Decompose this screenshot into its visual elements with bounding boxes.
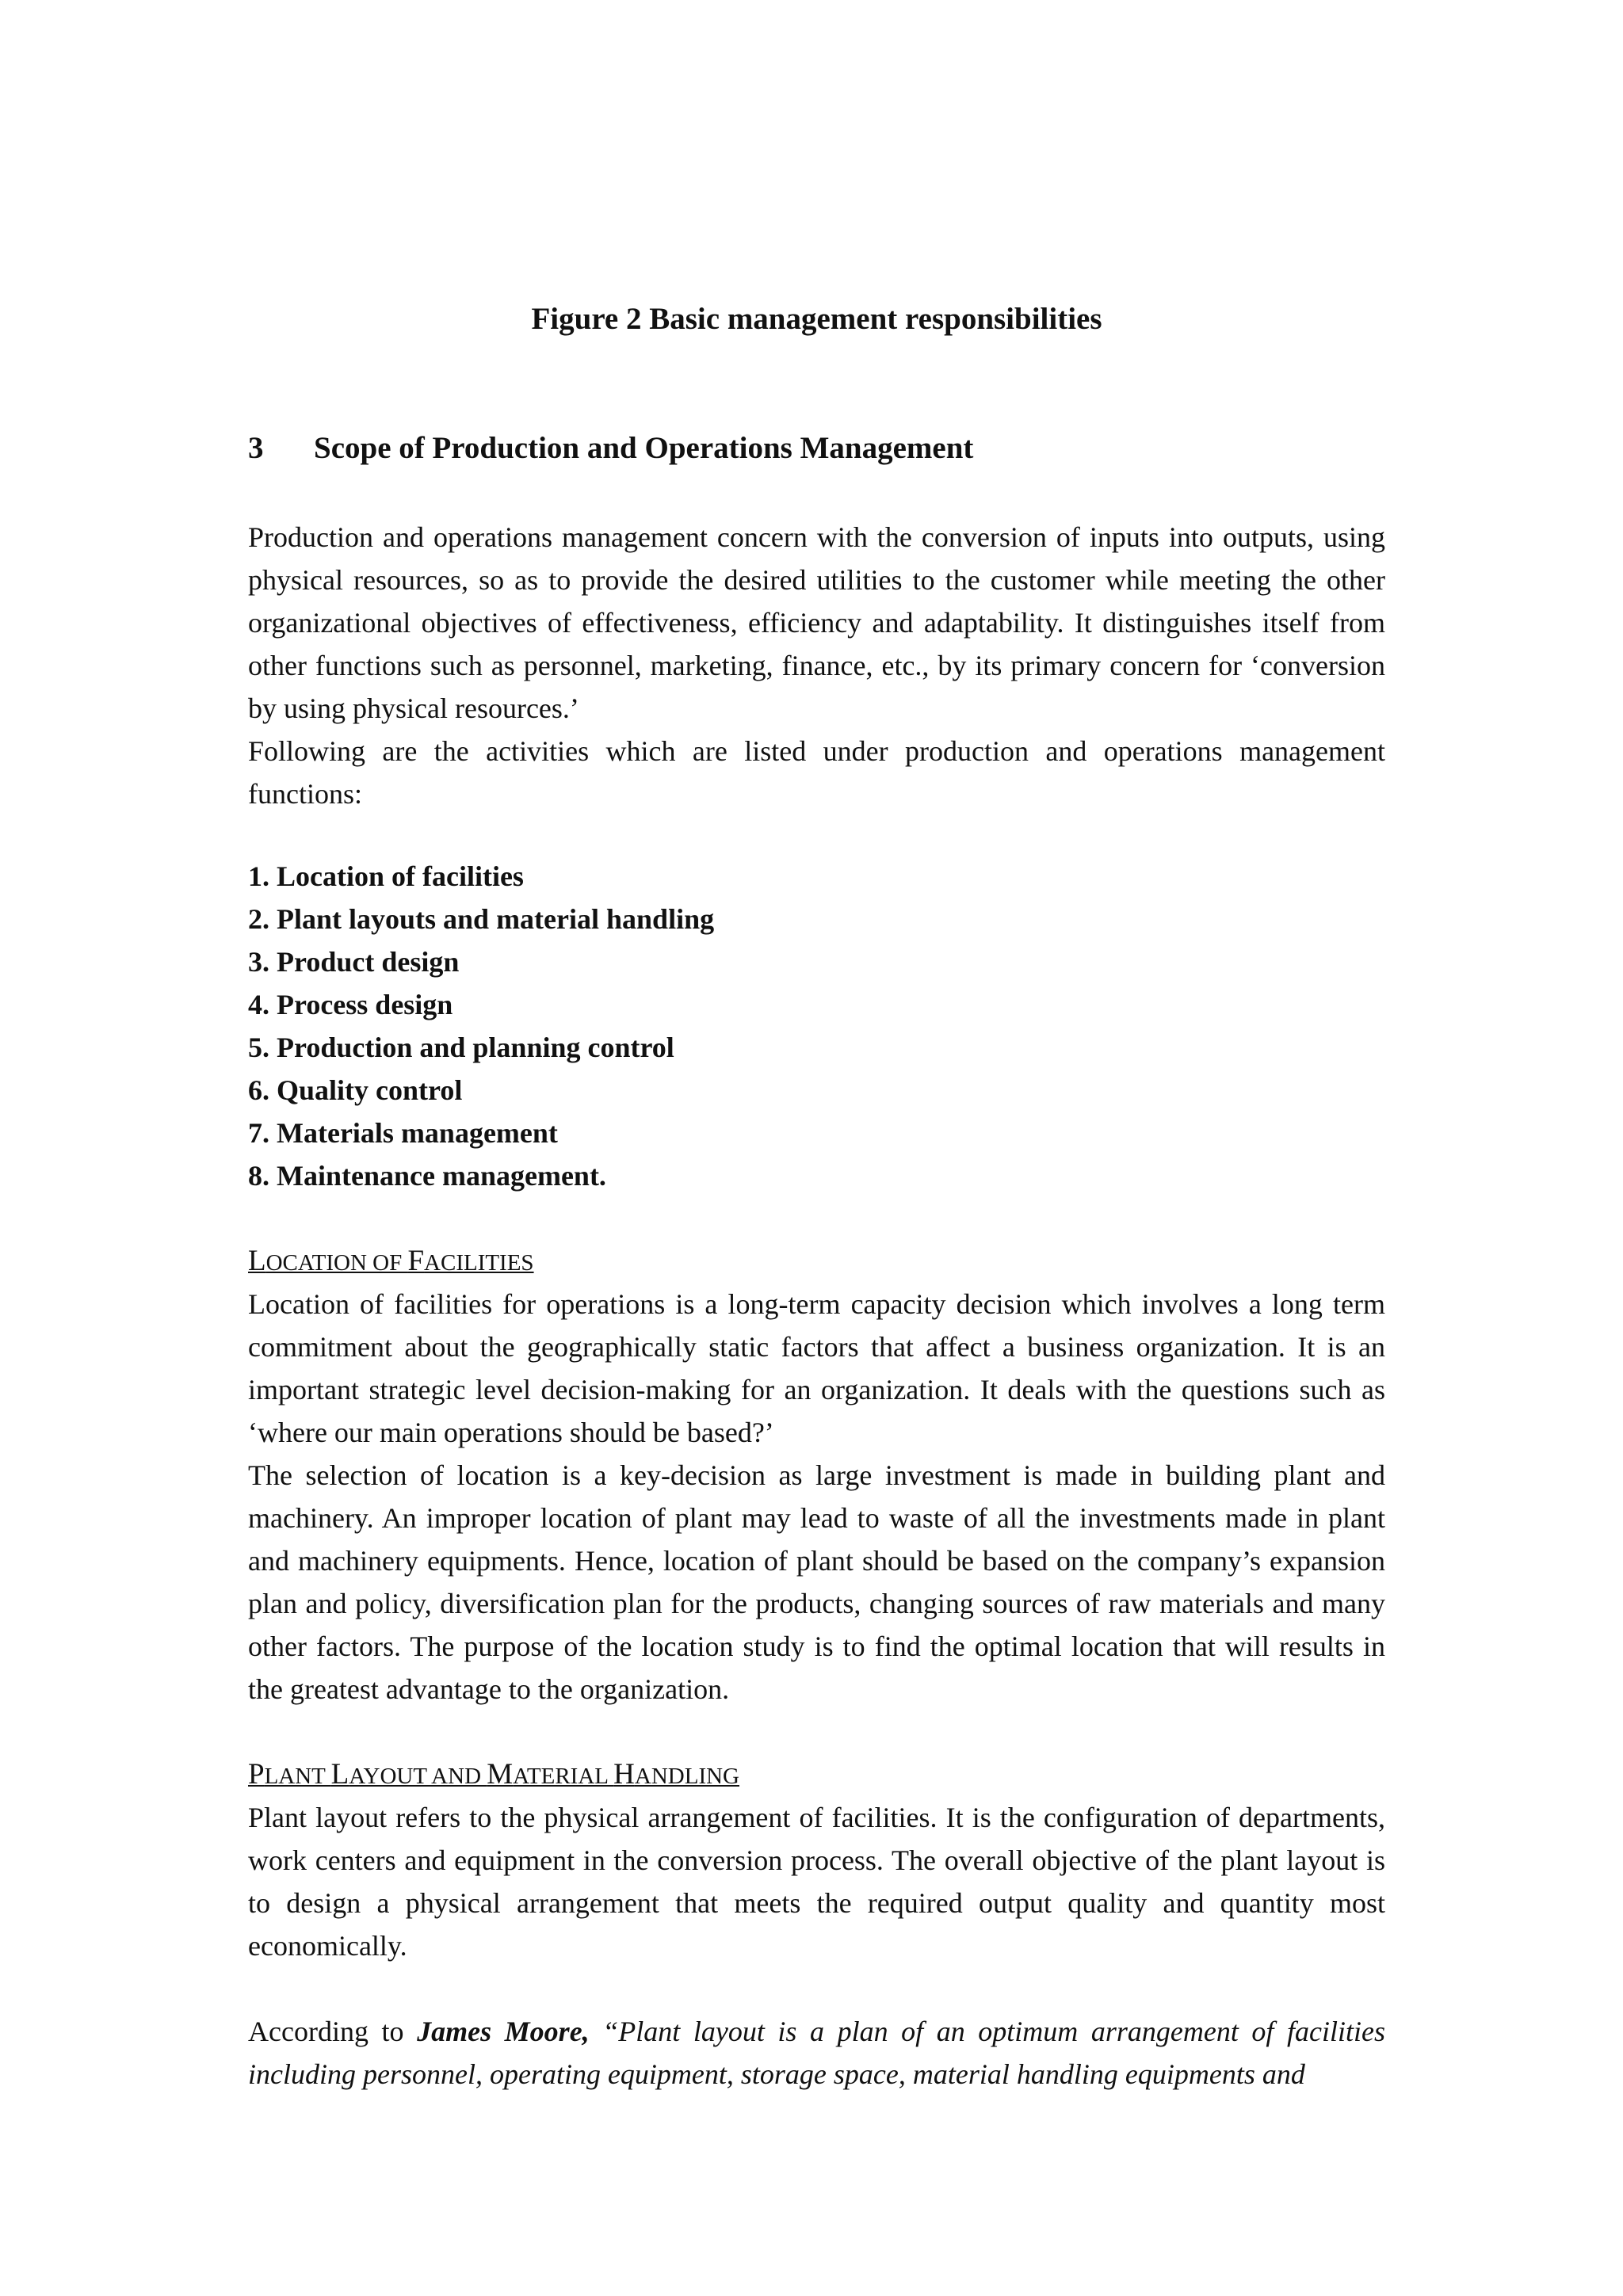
activities-list [248, 855, 1385, 1197]
intro-paragraph: Production and operations management concern with the conversion of inputs into outputs, using physical resources, so as to provide the desired utilities to the customer while meeting the other organizational objectives of effectiveness, efficiency and adaptability. It distinguishes itself from other functions such as personnel, marketing, finance, etc., by its primary concern for ‘conversion by using physical resources.’ [248, 521, 1385, 724]
section-heading [248, 429, 973, 468]
intro-paragraph: Following are the activities which are listed under production and operations management functions: [248, 735, 1385, 810]
list-item: 3. Product design [248, 946, 460, 978]
plant-layout-block [248, 1796, 1385, 1967]
quote-author: James Moore, [417, 2016, 590, 2047]
quote-paragraph [248, 2010, 1385, 2096]
list-item: 1. Location of facilities [248, 860, 524, 892]
list-item: 6. Quality control [248, 1074, 463, 1106]
section-title: Scope of Production and Operations Management [314, 431, 974, 465]
list-item: 2. Plant layouts and material handling [248, 903, 715, 935]
intro-block [248, 516, 1385, 815]
location-heading: LOCATION OF FACILITIES [248, 1245, 534, 1277]
location-paragraph: The selection of location is a key-decision as large investment is made in building plant and machinery. An improper location of plant may lead to waste of all the investments made in plant and machinery equipments. Hence, location of plant should be based on the company’s expansion plan and policy, diversification plan for the products, changing sources of raw materials and many other factors. The purpose of the location study is to find the optimal location that will results in the greatest advantage to the organization. [248, 1459, 1385, 1705]
figure-caption: Figure 2 Basic management responsibilities [531, 302, 1102, 336]
section-number: 3 [248, 431, 264, 465]
location-paragraph: Location of facilities for operations is a long-term capacity decision which involves a long term commitment about the geographically static factors that affect a business organization. It is an important strategic level decision-making for an organization. It deals with the questions such as ‘where our main operations should be based?’ [248, 1288, 1385, 1448]
quote-text: “Plant layout is a plan of an optimum arrangement of facilities including personnel, operating equipment, storage space, material handling equipments and [248, 2016, 1385, 2090]
quote-block [248, 2010, 1385, 2096]
location-block [248, 1283, 1385, 1711]
list-item: 5. Production and planning control [248, 1032, 674, 1063]
list-item: 7. Materials management [248, 1117, 558, 1149]
plant-layout-heading: PLANT LAYOUT AND MATERIAL HANDLING [248, 1758, 739, 1791]
plant-layout-paragraph: Plant layout refers to the physical arrangement of facilities. It is the configuration of departments, work centers and equipment in the conversion process. The overall objective of the plant layout is to design a physical arrangement that meets the required output quality and quantity most economically. [248, 1802, 1385, 1962]
list-item: 8. Maintenance management. [248, 1160, 606, 1192]
list-item: 4. Process design [248, 989, 453, 1020]
quote-intro: According to [248, 2016, 418, 2047]
